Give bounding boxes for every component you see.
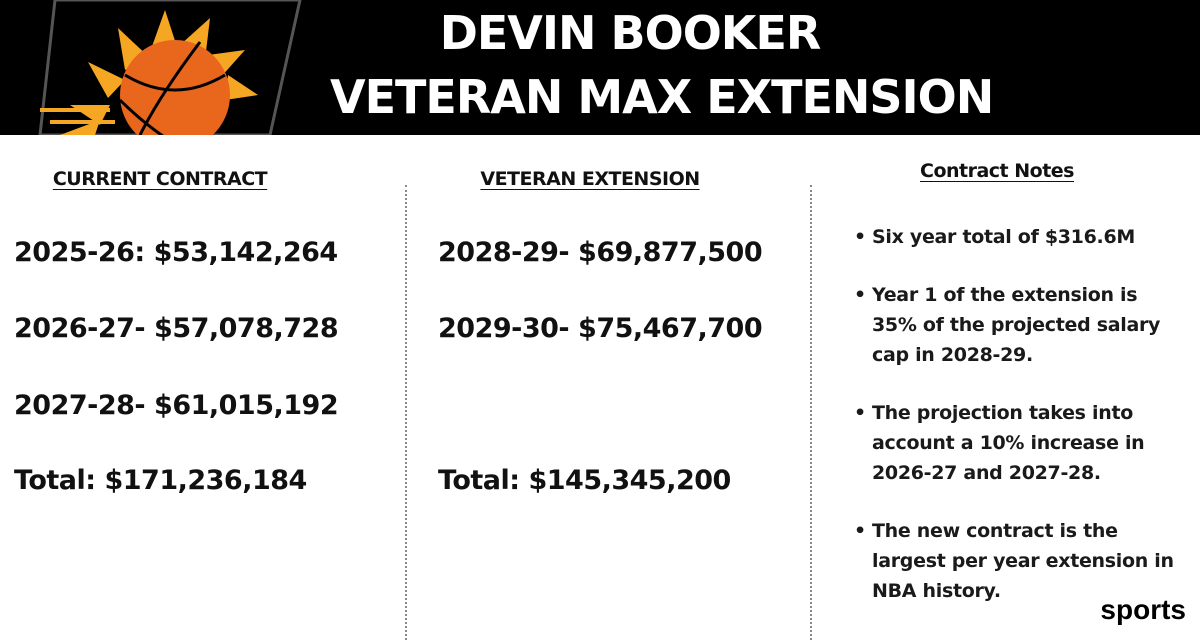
- divider-left: [405, 185, 407, 640]
- contract-notes-heading: Contract Notes: [920, 160, 1074, 182]
- bullet-icon: •: [854, 520, 866, 542]
- suns-basketball-logo-icon: [0, 0, 320, 135]
- divider-right: [810, 185, 812, 640]
- current-contract-total: Total: $171,236,184: [14, 465, 307, 496]
- current-contract-heading: CURRENT CONTRACT: [52, 168, 268, 190]
- contract-note-text: Six year total of $316.6M: [872, 226, 1135, 248]
- contract-note-1: [850, 222, 1180, 252]
- bullet-icon: •: [854, 402, 866, 424]
- title-line-2: VETERAN MAX EXTENSION: [330, 70, 994, 124]
- contract-note-2: [850, 280, 1180, 370]
- bullet-icon: •: [854, 284, 866, 306]
- contract-note-text: The projection takes into account a 10% increase in 2026-27 and 2027-28.: [872, 402, 1145, 484]
- current-contract-line-1: 2025-26: $53,142,264: [14, 237, 338, 268]
- current-contract-line-2: 2026-27- $57,078,728: [14, 313, 339, 344]
- current-contract-line-3: 2027-28- $61,015,192: [14, 390, 339, 421]
- veteran-extension-line-1: 2028-29- $69,877,500: [438, 237, 763, 268]
- veteran-extension-total: Total: $145,345,200: [438, 465, 731, 496]
- contract-note-3: [850, 398, 1180, 488]
- contract-note-text: The new contract is the largest per year extension in NBA history.: [872, 520, 1174, 602]
- contract-note-4: [850, 516, 1180, 606]
- veteran-extension-heading: VETERAN EXTENSION: [480, 168, 700, 190]
- title-line-1: DEVIN BOOKER: [439, 6, 821, 60]
- contract-note-text: Year 1 of the extension is 35% of the projected salary cap in 2028-29.: [872, 284, 1161, 366]
- veteran-extension-line-2: 2029-30- $75,467,700: [438, 313, 763, 344]
- contract-notes-list: [850, 222, 1180, 634]
- watermark: sports: [1100, 594, 1186, 625]
- bullet-icon: •: [854, 226, 866, 248]
- header-banner: [0, 0, 1200, 135]
